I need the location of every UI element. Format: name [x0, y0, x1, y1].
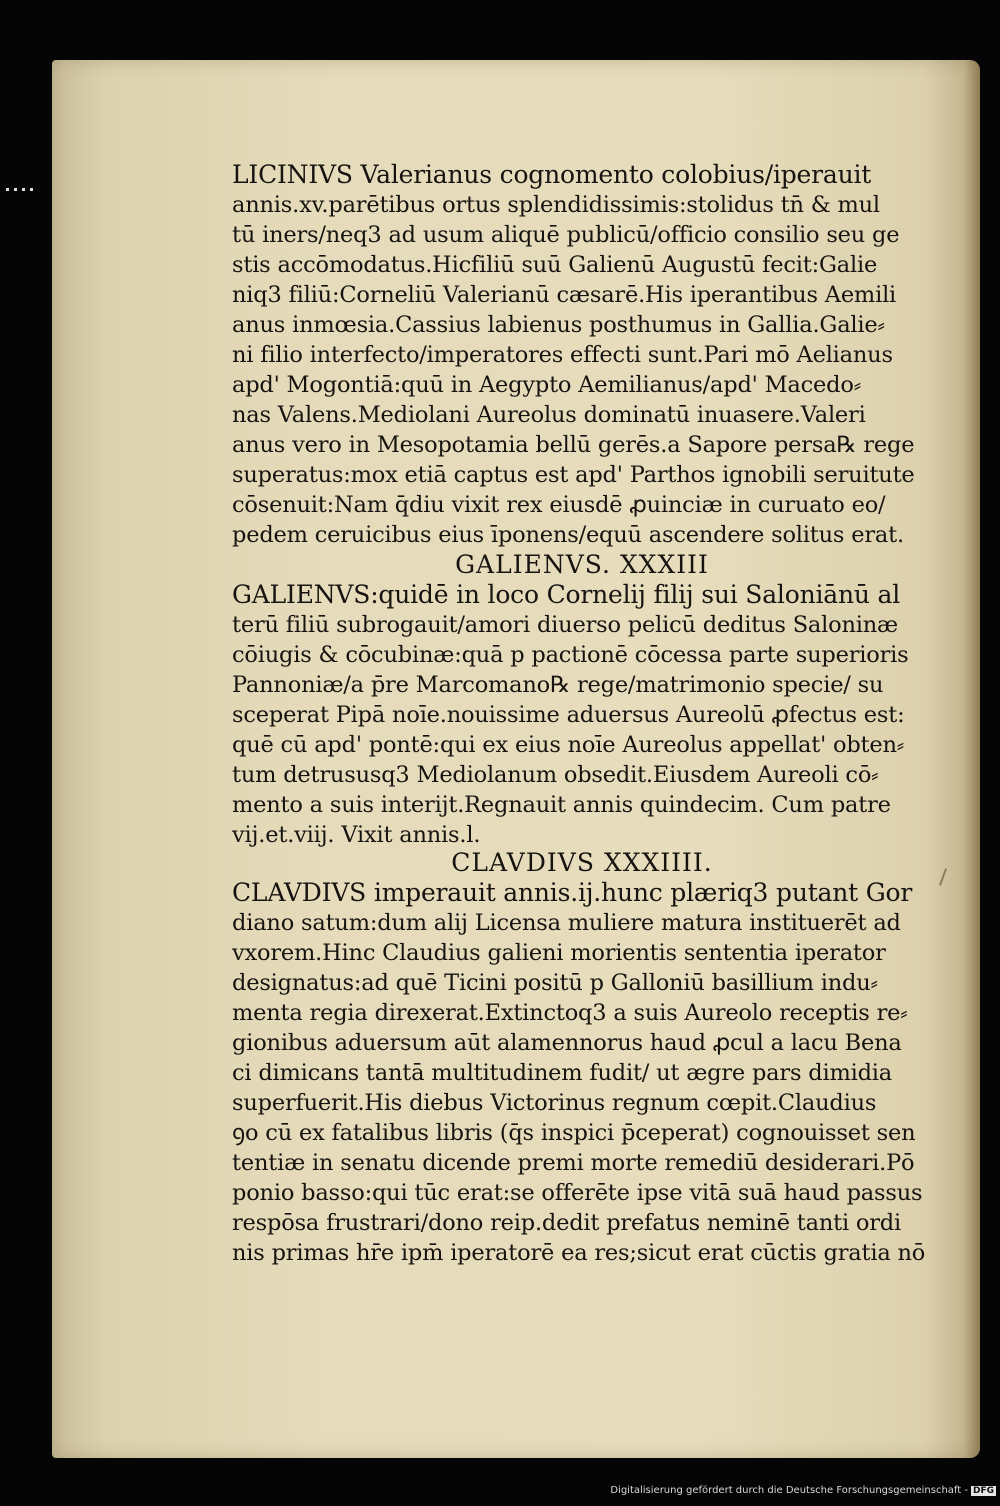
text-line: superatus:mox etiā captus est apd' Parthos ignobili seruitute	[232, 462, 915, 488]
stray-mark	[939, 868, 947, 886]
dfg-logo: DFG	[972, 1486, 994, 1496]
text-line: menta regia direxerat.Extinctoq3 a suis Aureolo receptis re⸗	[232, 1000, 908, 1026]
text-line: nas Valens.Mediolani Aureolus dominatū inuasere.Valeri	[232, 402, 866, 428]
text-line: LICINIVS Valerianus cognomento colobius/iperauit	[232, 160, 872, 189]
text-line: quē cū apd' pontē:qui ex eius noīe Aureolus appellat' obten⸗	[232, 732, 905, 758]
text-line: designatus:ad quē Ticini positū p Galloniū basillium indu⸗	[232, 970, 878, 996]
text-line: respōsa frustrari/dono reip.dedit prefatus neminē tanti ordi	[232, 1210, 901, 1236]
text-line: vij.et.viij. Vixit annis.l.	[232, 822, 481, 848]
text-line: vxorem.Hinc Claudius galieni morientis sententia iperator	[232, 940, 886, 966]
footer-text: Digitalisierung gefördert durch die Deutsche Forschungsgemeinschaft -	[610, 1485, 968, 1496]
text-line: sceperat Pipā noīe.nouissime aduersus Aureolū ꝓfectus est:	[232, 702, 905, 728]
text-line: terū filiū subrogauit/amori diuerso pelicū deditus Saloninæ	[232, 612, 898, 638]
text-line: ni filio interfecto/imperatores effecti sunt.Pari mō Aelianus	[232, 342, 893, 368]
text-line: tū iners/neq3 ad usum aliquē publicū/officio consilio seu ge	[232, 222, 900, 248]
footer-credit	[560, 1485, 996, 1501]
scan-edge-marks	[0, 188, 40, 208]
section-heading-galienus: GALIENVS. XXXIII	[455, 550, 709, 579]
text-line: superfuerit.His diebus Victorinus regnum cœpit.Claudius	[232, 1090, 877, 1116]
text-line: gionibus aduersum aūt alamennorus haud ꝓcul a lacu Bena	[232, 1030, 902, 1056]
text-line: tentiæ in senatu dicende premi morte remediū desiderari.Pō	[232, 1150, 915, 1176]
text-line: nis primas hr̄e ipm̄ iperatorē ea res;sicut erat cūctis gratia nō	[232, 1240, 926, 1266]
text-line: apd' Mogontiā:quū in Aegypto Aemilianus/apd' Macedo⸗	[232, 372, 861, 398]
text-line: GALIENVS:quidē in loco Cornelij filij sui Saloniānū al	[232, 580, 901, 609]
text-line: cōiugis & cōcubinæ:quā p pactionē cōcessa parte superioris	[232, 642, 909, 668]
page-edge-shadow	[964, 60, 980, 1458]
text-line: Pannoniæ/a p̄re Marcomano℞ rege/matrimonio specie/ su	[232, 672, 884, 698]
text-line: tum detrususq3 Mediolanum obsedit.Eiusdem Aureoli cō⸗	[232, 762, 879, 788]
text-line: ꝯo cū ex fatalibus libris (q̄s inspici p̄ceperat) cognouisset sen	[232, 1120, 916, 1146]
text-line: ci dimicans tantā multitudinem fudit/ ut ægre pars dimidia	[232, 1060, 892, 1086]
text-line: cōsenuit:Nam q̄diu vixit rex eiusdē ꝓuinciæ in curuato eo/	[232, 492, 886, 518]
text-line: CLAVDIVS imperauit annis.ij.hunc plæriq3 putant Gor	[232, 878, 913, 907]
text-line: pedem ceruicibus eius īponens/equū ascendere solitus erat.	[232, 522, 904, 548]
section-heading-claudius: CLAVDIVS XXXIIII.	[451, 848, 713, 877]
text-line: diano satum:dum alij Licensa muliere matura instituerēt ad	[232, 910, 901, 936]
text-line: annis.xv.parētibus ortus splendidissimis:stolidus tn̄ & mul	[232, 192, 880, 218]
text-line: anus vero in Mesopotamia bellū gerēs.a Sapore persa℞ rege	[232, 432, 915, 458]
text-line: mento a suis interijt.Regnauit annis quindecim. Cum patre	[232, 792, 891, 818]
text-line: anus inmœsia.Cassius labienus posthumus in Gallia.Galie⸗	[232, 312, 885, 338]
text-line: niq3 filiū:Corneliū Valerianū cæsarē.His iperantibus Aemili	[232, 282, 897, 308]
text-line: ponio basso:qui tūc erat:se offerēte ipse vitā suā haud passus	[232, 1180, 923, 1206]
text-line: stis accōmodatus.Hicfiliū suū Galienū Augustū fecit:Galie	[232, 252, 878, 278]
